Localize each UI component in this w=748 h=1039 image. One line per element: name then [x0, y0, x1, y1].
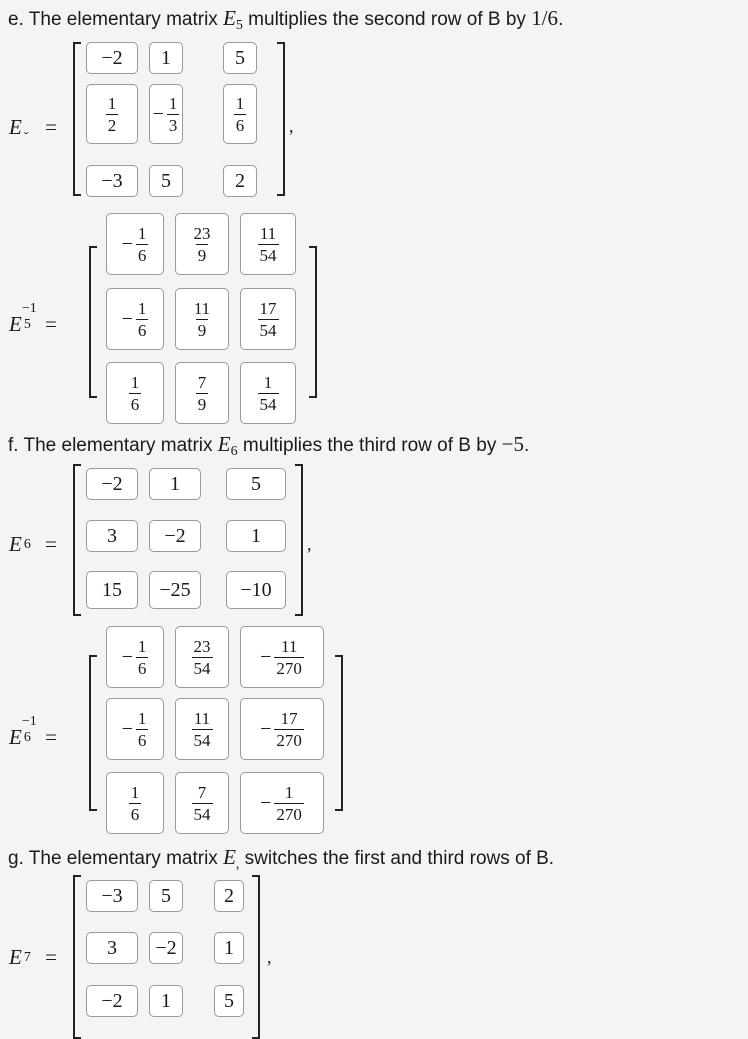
matrix-cell-e5-r3-c3[interactable] [223, 165, 257, 197]
cell-value: −10 [240, 578, 272, 601]
cell-value: 3 [107, 524, 117, 547]
fraction-denominator: 54 [193, 658, 211, 678]
matrix-label-e7 [9, 942, 57, 970]
fraction-denominator: 270 [276, 804, 302, 824]
matrix-cell-e7-r2-c2[interactable] [149, 932, 183, 964]
cell-value: 5 [235, 46, 245, 69]
matrix-cell-e5inv-r1-c3[interactable] [240, 213, 296, 275]
fraction-denominator: 2 [107, 115, 117, 135]
fraction [258, 225, 279, 264]
cell-value: 5 [251, 472, 261, 495]
heading-text2: multiplies the third row of B by [237, 435, 502, 456]
matrix-cell-e5-r3-c1[interactable] [86, 165, 138, 197]
matrix-cell-e5inv-r3-c2[interactable] [175, 362, 229, 424]
fraction-denominator: 54 [259, 320, 277, 340]
cell-sign: − [121, 307, 133, 330]
label-letter: E [9, 115, 22, 139]
fraction-denominator: 9 [197, 245, 207, 265]
matrix-cell-e6-r2-c1[interactable] [86, 520, 138, 552]
fraction-numerator: 1 [137, 298, 147, 318]
matrix-cell-e6-r1-c2[interactable] [149, 468, 201, 500]
cell-sign: − [121, 717, 133, 740]
matrix-cell-e6inv-r2-c3[interactable] [240, 698, 324, 760]
cell-sign: − [260, 717, 272, 740]
matrix-cell-e6-r3-c1[interactable] [86, 571, 138, 609]
left-bracket [89, 246, 97, 398]
matrix-cell-e6-r3-c3[interactable] [226, 571, 286, 609]
right-bracket [252, 875, 260, 1039]
right-bracket [295, 464, 303, 616]
matrix-cell-e5inv-r1-c2[interactable] [175, 213, 229, 275]
matrix-cell-e5-r3-c2[interactable] [149, 165, 183, 197]
cell-value: 5 [161, 169, 171, 192]
fraction-numerator: 7 [197, 372, 207, 392]
right-bracket [335, 655, 343, 811]
heading-text: e. The elementary matrix [8, 9, 224, 30]
fraction [106, 95, 119, 134]
heading-value: −5 [501, 432, 524, 456]
fraction [274, 710, 304, 749]
fraction-denominator: 54 [193, 804, 211, 824]
fraction-denominator: 54 [259, 245, 277, 265]
fraction [192, 225, 213, 264]
fraction [129, 374, 142, 413]
cell-value: 1 [161, 989, 171, 1012]
fraction [136, 638, 149, 677]
fraction-numerator: 1 [107, 93, 117, 113]
heading-math: E [223, 6, 236, 30]
matrix-cell-e6-r2-c2[interactable] [149, 520, 201, 552]
right-bracket [309, 246, 317, 398]
fraction-denominator: 270 [276, 730, 302, 750]
fraction [167, 95, 180, 134]
left-bracket [73, 464, 81, 616]
label-eq: = [39, 115, 57, 139]
fraction [274, 638, 304, 677]
cell-value: 3 [107, 936, 117, 959]
cell-sign: − [121, 232, 133, 255]
label-letter: E [9, 725, 22, 749]
cell-value: 1 [251, 524, 261, 547]
heading-text2: switches the first and third rows of B. [239, 848, 555, 869]
fraction-denominator: 6 [130, 804, 140, 824]
fraction [192, 784, 213, 823]
fraction [192, 638, 213, 677]
label-sub: 5 [23, 317, 31, 332]
matrix-cell-e6inv-r1-c3[interactable] [240, 626, 324, 688]
heading-text2: multiplies the second row of B by [242, 9, 532, 30]
fraction [192, 300, 212, 339]
cell-value: 2 [235, 169, 245, 192]
fraction-denominator: 54 [259, 394, 277, 414]
heading-part-f [8, 432, 529, 460]
matrix-cell-e6inv-r3-c1[interactable] [106, 772, 164, 834]
matrix-label-e6 [9, 529, 57, 557]
cell-sign: − [121, 645, 133, 668]
matrix-cell-e7-r1-c2[interactable] [149, 880, 183, 912]
left-bracket [89, 655, 97, 811]
cell-value: 1 [224, 936, 234, 959]
fraction-numerator: 11 [280, 636, 298, 656]
heading-text: g. The elementary matrix [8, 848, 224, 869]
cell-value: −2 [101, 989, 123, 1012]
fraction-denominator: 6 [137, 730, 147, 750]
fraction-numerator: 1 [130, 782, 140, 802]
matrix-cell-e6inv-r3-c2[interactable] [175, 772, 229, 834]
cell-value: 5 [161, 884, 171, 907]
matrix-cell-e6inv-r1-c1[interactable] [106, 626, 164, 688]
matrix-cell-e6-r1-c3[interactable] [226, 468, 286, 500]
matrix-cell-e5inv-r3-c1[interactable] [106, 362, 164, 424]
fraction-numerator: 23 [193, 636, 211, 656]
label-sup: −1 [21, 301, 37, 316]
fraction-denominator: 9 [197, 320, 207, 340]
cell-value: −2 [155, 936, 177, 959]
comma: , [289, 116, 294, 136]
cell-value: −3 [101, 169, 123, 192]
matrix-cell-e6inv-r2-c2[interactable] [175, 698, 229, 760]
cell-value: −2 [101, 472, 123, 495]
fraction-numerator: 11 [193, 708, 211, 728]
cell-value: −2 [101, 46, 123, 69]
cell-value: 2 [224, 884, 234, 907]
heading-part-g [8, 845, 554, 873]
label-sub: 6 [23, 537, 31, 552]
label-sup: −1 [21, 714, 37, 729]
heading-math: E [223, 845, 236, 869]
fraction-numerator: 1 [137, 708, 147, 728]
fraction-denominator: 270 [276, 658, 302, 678]
matrix-cell-e7-r3-c3[interactable] [214, 985, 244, 1017]
fraction-numerator: 1 [137, 636, 147, 656]
fraction [129, 784, 142, 823]
matrix-cell-e7-r2-c3[interactable] [214, 932, 244, 964]
heading-text: f. The elementary matrix [8, 435, 218, 456]
comma: , [267, 947, 272, 967]
matrix-cell-e6inv-r1-c2[interactable] [175, 626, 229, 688]
cell-sign: − [260, 791, 272, 814]
fraction-denominator: 6 [137, 245, 147, 265]
matrix-label-e5 [9, 112, 57, 140]
cell-value: 5 [224, 989, 234, 1012]
matrix-cell-e5-r1-c2[interactable] [149, 42, 183, 74]
fraction-denominator: 6 [137, 320, 147, 340]
label-sub: 7 [23, 950, 31, 965]
matrix-cell-e6-r1-c1[interactable] [86, 468, 138, 500]
heading-sub: , [235, 857, 240, 872]
matrix-cell-e6-r2-c3[interactable] [226, 520, 286, 552]
cell-value: −25 [159, 578, 191, 601]
label-eq: = [39, 532, 57, 556]
fraction-numerator: 1 [168, 93, 178, 113]
cell-value: −2 [164, 524, 186, 547]
matrix-cell-e6inv-r2-c1[interactable] [106, 698, 164, 760]
heading-sub: 5 [235, 18, 243, 33]
heading-end: . [558, 9, 564, 30]
heading-end: . [523, 435, 530, 456]
label-eq: = [39, 725, 57, 749]
cell-sign: − [152, 102, 164, 125]
fraction [136, 300, 149, 339]
fraction-numerator: 17 [280, 708, 298, 728]
matrix-cell-e5inv-r2-c2[interactable] [175, 288, 229, 350]
fraction [136, 225, 149, 264]
matrix-cell-e7-r3-c1[interactable] [86, 985, 138, 1017]
fraction-numerator: 1 [284, 782, 294, 802]
fraction [136, 710, 149, 749]
label-sub: ˬ [23, 120, 29, 135]
fraction-numerator: 11 [193, 298, 211, 318]
matrix-cell-e7-r1-c3[interactable] [214, 880, 244, 912]
fraction-denominator: 6 [137, 658, 147, 678]
fraction [274, 784, 304, 823]
fraction [192, 710, 213, 749]
matrix-cell-e5-r2-c3[interactable] [223, 84, 257, 144]
fraction [234, 95, 247, 134]
matrix-cell-e5inv-r2-c1[interactable] [106, 288, 164, 350]
right-bracket [277, 42, 285, 196]
label-sub: 6 [23, 730, 31, 745]
left-bracket [73, 875, 81, 1039]
heading-sub: 6 [230, 444, 238, 459]
label-letter: E [9, 532, 22, 556]
fraction-numerator: 1 [235, 93, 245, 113]
matrix-cell-e5-r1-c1[interactable] [86, 42, 138, 74]
label-letter: E [9, 312, 22, 336]
matrix-cell-e7-r2-c1[interactable] [86, 932, 138, 964]
label-eq: = [39, 945, 57, 969]
fraction [258, 300, 279, 339]
fraction-numerator: 1 [130, 372, 140, 392]
cell-sign: − [260, 645, 272, 668]
fraction-denominator: 9 [197, 394, 207, 414]
left-bracket [73, 42, 81, 196]
fraction [196, 374, 209, 413]
matrix-cell-e5inv-r3-c3[interactable] [240, 362, 296, 424]
fraction-numerator: 17 [259, 298, 277, 318]
matrix-cell-e7-r1-c1[interactable] [86, 880, 138, 912]
comma: , [307, 534, 312, 554]
matrix-cell-e5inv-r2-c3[interactable] [240, 288, 296, 350]
fraction-denominator: 3 [168, 115, 178, 135]
fraction-denominator: 6 [235, 115, 245, 135]
cell-value: 1 [161, 46, 171, 69]
matrix-label-e5-inverse [9, 301, 57, 337]
fraction-numerator: 1 [137, 223, 147, 243]
cell-value: 1 [170, 472, 180, 495]
cell-value: −3 [101, 884, 123, 907]
label-letter: E [9, 945, 22, 969]
matrix-cell-e6inv-r3-c3[interactable] [240, 772, 324, 834]
matrix-cell-e5-r1-c3[interactable] [223, 42, 257, 74]
matrix-cell-e5-r2-c2[interactable] [149, 84, 183, 144]
matrix-cell-e5inv-r1-c1[interactable] [106, 213, 164, 275]
fraction-denominator: 54 [193, 730, 211, 750]
matrix-cell-e7-r3-c2[interactable] [149, 985, 183, 1017]
label-eq: = [39, 312, 57, 336]
heading-part-e [8, 6, 563, 34]
cell-value: 15 [102, 578, 122, 601]
matrix-cell-e6-r3-c2[interactable] [149, 571, 201, 609]
fraction-numerator: 7 [197, 782, 207, 802]
fraction [258, 374, 279, 413]
heading-value: 1/6 [531, 6, 559, 30]
fraction-numerator: 23 [193, 223, 211, 243]
fraction-numerator: 11 [259, 223, 277, 243]
matrix-label-e6-inverse [9, 714, 57, 750]
fraction-denominator: 6 [130, 394, 140, 414]
matrix-cell-e5-r2-c1[interactable] [86, 84, 138, 144]
fraction-numerator: 1 [263, 372, 273, 392]
heading-math: E [217, 432, 231, 456]
